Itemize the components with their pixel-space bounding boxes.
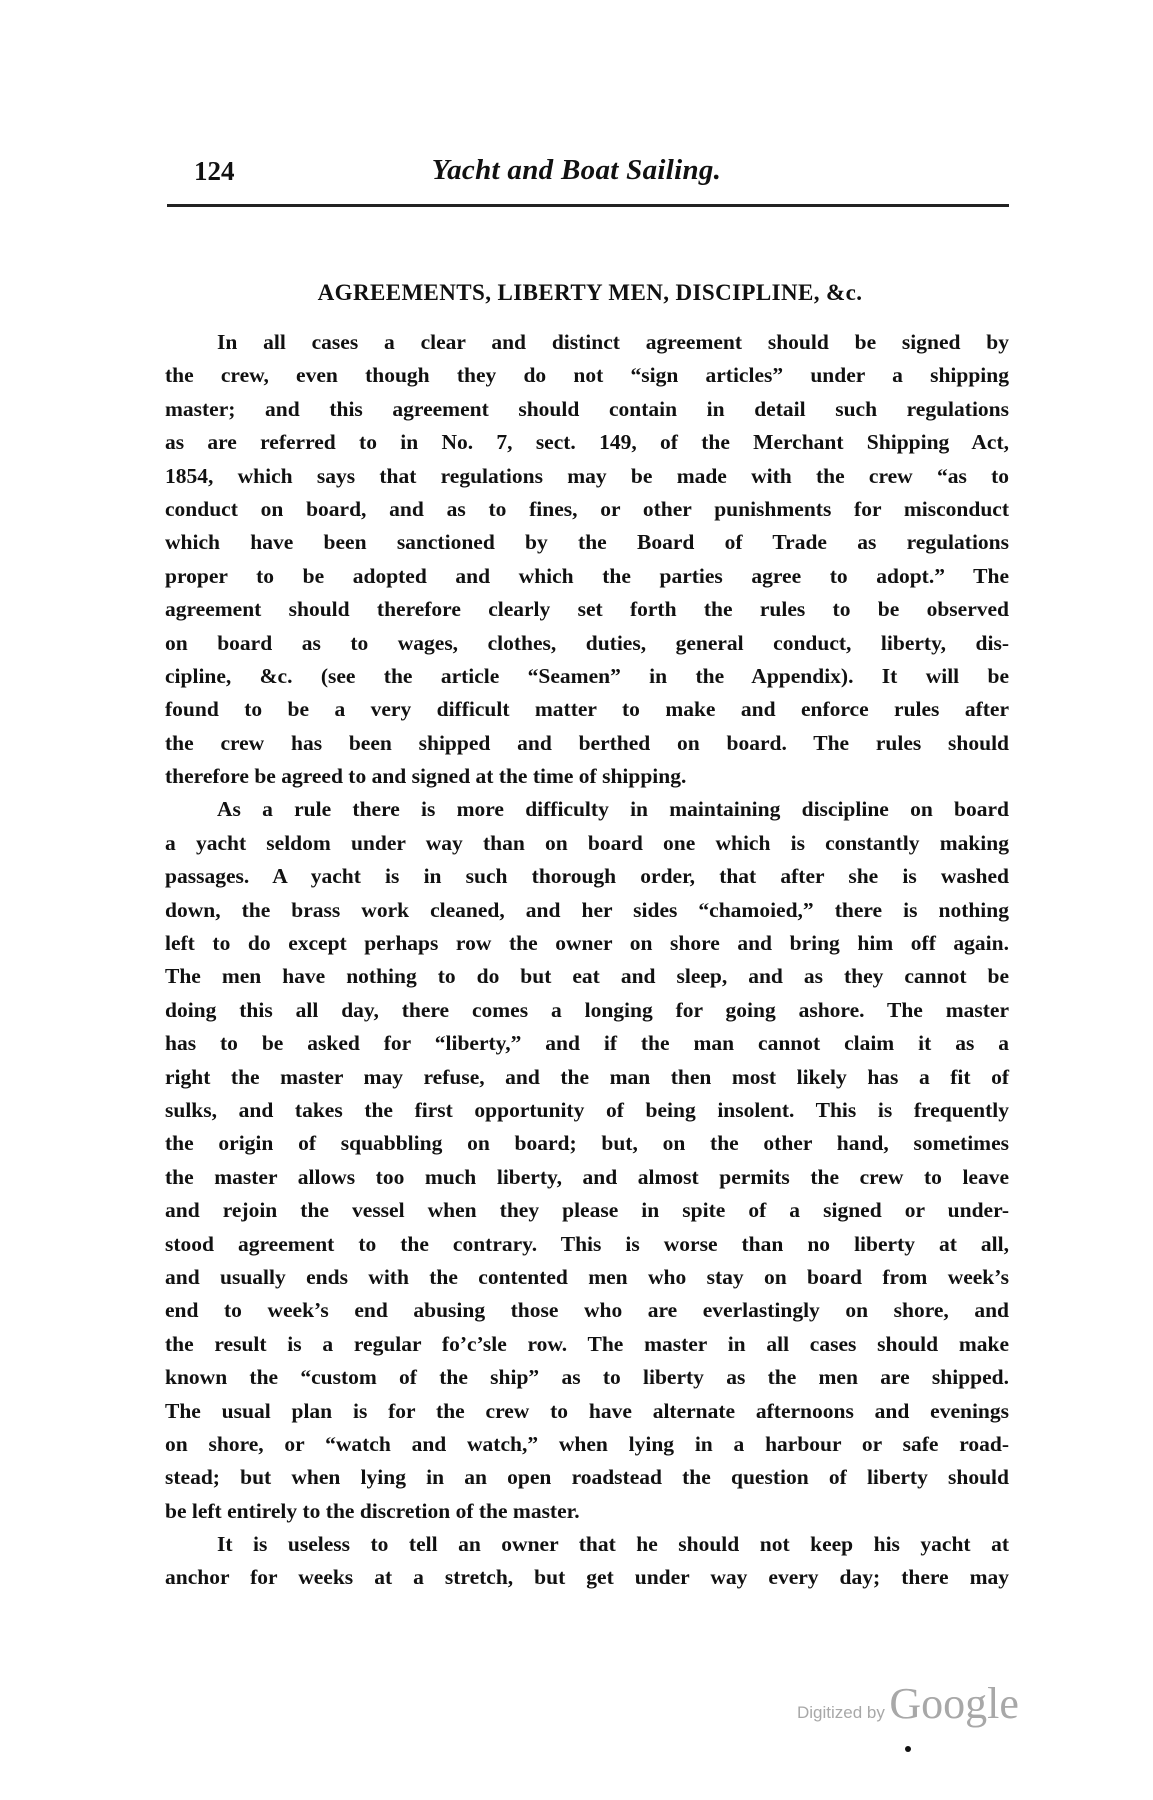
section-heading: AGREEMENTS, LIBERTY MEN, DISCIPLINE, &c. <box>317 280 863 305</box>
text-line: the crew, even though they do not “sign articles” under a shipping <box>165 363 1009 388</box>
text-line: found to be a very difficult matter to make and enforce rules after <box>165 697 1009 722</box>
text-line: on board as to wages, clothes, duties, general conduct, liberty, dis- <box>165 630 1009 655</box>
text-line: master; and this agreement should contain in detail such regulations <box>165 396 1009 421</box>
text-line: the result is a regular fo’c’sle row. The master in all cases should make <box>165 1331 1009 1356</box>
text-line: a yacht seldom under way than on board one which is constantly making <box>165 830 1009 855</box>
text-line: stood agreement to the contrary. This is worse than no liberty at all, <box>165 1231 1009 1256</box>
text-line: 1854, which says that regulations may be made with the crew “as to <box>165 463 1009 488</box>
text-line: and usually ends with the contented men who stay on board from week’s <box>165 1264 1009 1289</box>
watermark-prefix: Digitized by <box>797 1703 885 1722</box>
paragraph <box>165 326 1009 793</box>
text-line: anchor for weeks at a stretch, but get under way every day; there may <box>165 1565 1009 1590</box>
header-rule <box>167 204 1009 207</box>
text-line: known the “custom of the ship” as to liberty as the men are shipped. <box>165 1365 1009 1390</box>
text-line: It is useless to tell an owner that he should not keep his yacht at <box>217 1532 1009 1557</box>
ink-speck <box>905 1746 911 1752</box>
text-line: cipline, &c. (see the article “Seamen” in the Appendix). It will be <box>165 663 1009 688</box>
text-line: end to week’s end abusing those who are everlastingly on shore, and <box>165 1298 1009 1323</box>
text-line: The men have nothing to do but eat and sleep, and as they cannot be <box>165 964 1009 989</box>
text-line: In all cases a clear and distinct agreement should be signed by <box>217 330 1009 354</box>
text-line: therefore be agreed to and signed at the time of shipping. <box>165 764 687 789</box>
text-line: The usual plan is for the crew to have alternate afternoons and evenings <box>165 1398 1009 1423</box>
page-number: 124 <box>194 156 235 186</box>
body-text <box>165 326 1009 1595</box>
text-line: conduct on board, and as to fines, or other punishments for misconduct <box>165 496 1009 521</box>
watermark-brand: Google <box>889 1679 1019 1728</box>
text-line: which have been sanctioned by the Board of Trade as regulations <box>165 530 1009 555</box>
text-line: as are referred to in No. 7, sect. 149, of the Merchant Shipping Act, <box>165 430 1009 455</box>
text-line: the master allows too much liberty, and almost permits the crew to leave <box>165 1164 1009 1189</box>
text-line: the crew has been shipped and berthed on board. The rules should <box>165 730 1009 755</box>
text-line: passages. A yacht is in such thorough order, that after she is washed <box>165 864 1009 889</box>
text-line: and rejoin the vessel when they please in spite of a signed or under- <box>165 1198 1009 1223</box>
text-line: doing this all day, there comes a longing for going ashore. The master <box>165 997 1009 1022</box>
text-line: the origin of squabbling on board; but, on the other hand, sometimes <box>165 1131 1009 1156</box>
text-line: right the master may refuse, and the man then most likely has a fit of <box>165 1064 1009 1089</box>
text-line: on shore, or “watch and watch,” when lying in a harbour or safe road- <box>165 1431 1009 1456</box>
text-line: be left entirely to the discretion of the master. <box>165 1498 580 1523</box>
text-line: agreement should therefore clearly set forth the rules to be observed <box>165 597 1009 622</box>
text-line: As a rule there is more difficulty in maintaining discipline on board <box>217 797 1009 822</box>
google-watermark <box>797 1678 1019 1729</box>
text-line: proper to be adopted and which the parties agree to adopt.” The <box>165 563 1009 588</box>
paragraph <box>165 1528 1009 1595</box>
text-line: sulks, and takes the first opportunity of being insolent. This is frequently <box>165 1097 1009 1122</box>
text-line: has to be asked for “liberty,” and if the man cannot claim it as a <box>165 1031 1009 1056</box>
text-line: left to do except perhaps row the owner on shore and bring him off again. <box>165 931 1009 956</box>
running-title: Yacht and Boat Sailing. <box>431 154 722 186</box>
paragraph <box>165 793 1009 1528</box>
text-line: stead; but when lying in an open roadstead the question of liberty should <box>165 1465 1009 1490</box>
text-line: down, the brass work cleaned, and her sides “chamoied,” there is nothing <box>165 897 1009 922</box>
